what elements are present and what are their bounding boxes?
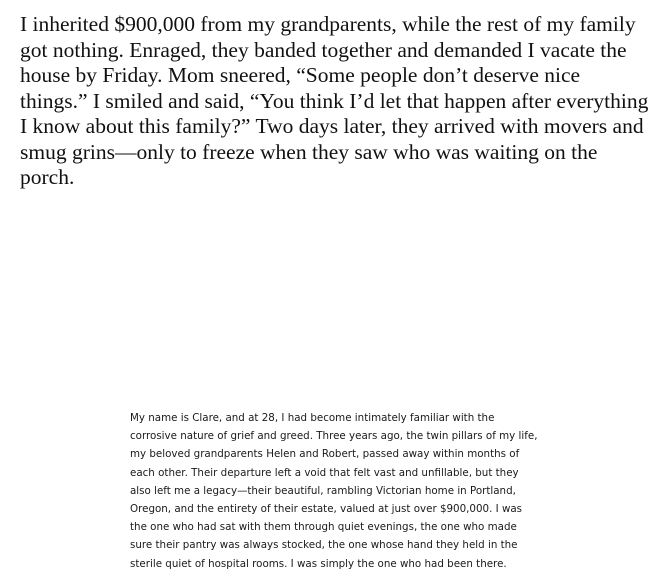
story-paragraph: My name is Clare, and at 28, I had become intimately familiar with the corrosive nature of grief and greed. Three years ago, the twin pillars of my life, my beloved grandparents Helen and Robert, passed away within months of each other. Their departure left a void that felt vast and unfillable, but they also left me a legacy—their beautiful, rambling Victorian home in Portland, Oregon, and the entirety of their estate, valued at just over $900,000. I was the one who had sat with them through quiet evenings, the one who made sure their pantry was always stocked, the one whose hand they held in the sterile quiet of hospital rooms. I was simply the one who had been there. [130, 412, 538, 570]
headline: I inherited $900,000 from my grandparents, while the rest of my family got nothing. Enraged, they banded together and demanded I vacate the house by Friday. Mom sneered, “Some people don’t deserve nice things.” I smiled and said, “You think I’d let that happen after everything I know about this family?” Two days later, they arrived with movers and smug grins—only to freeze when they saw who was waiting on the porch. [20, 12, 649, 189]
